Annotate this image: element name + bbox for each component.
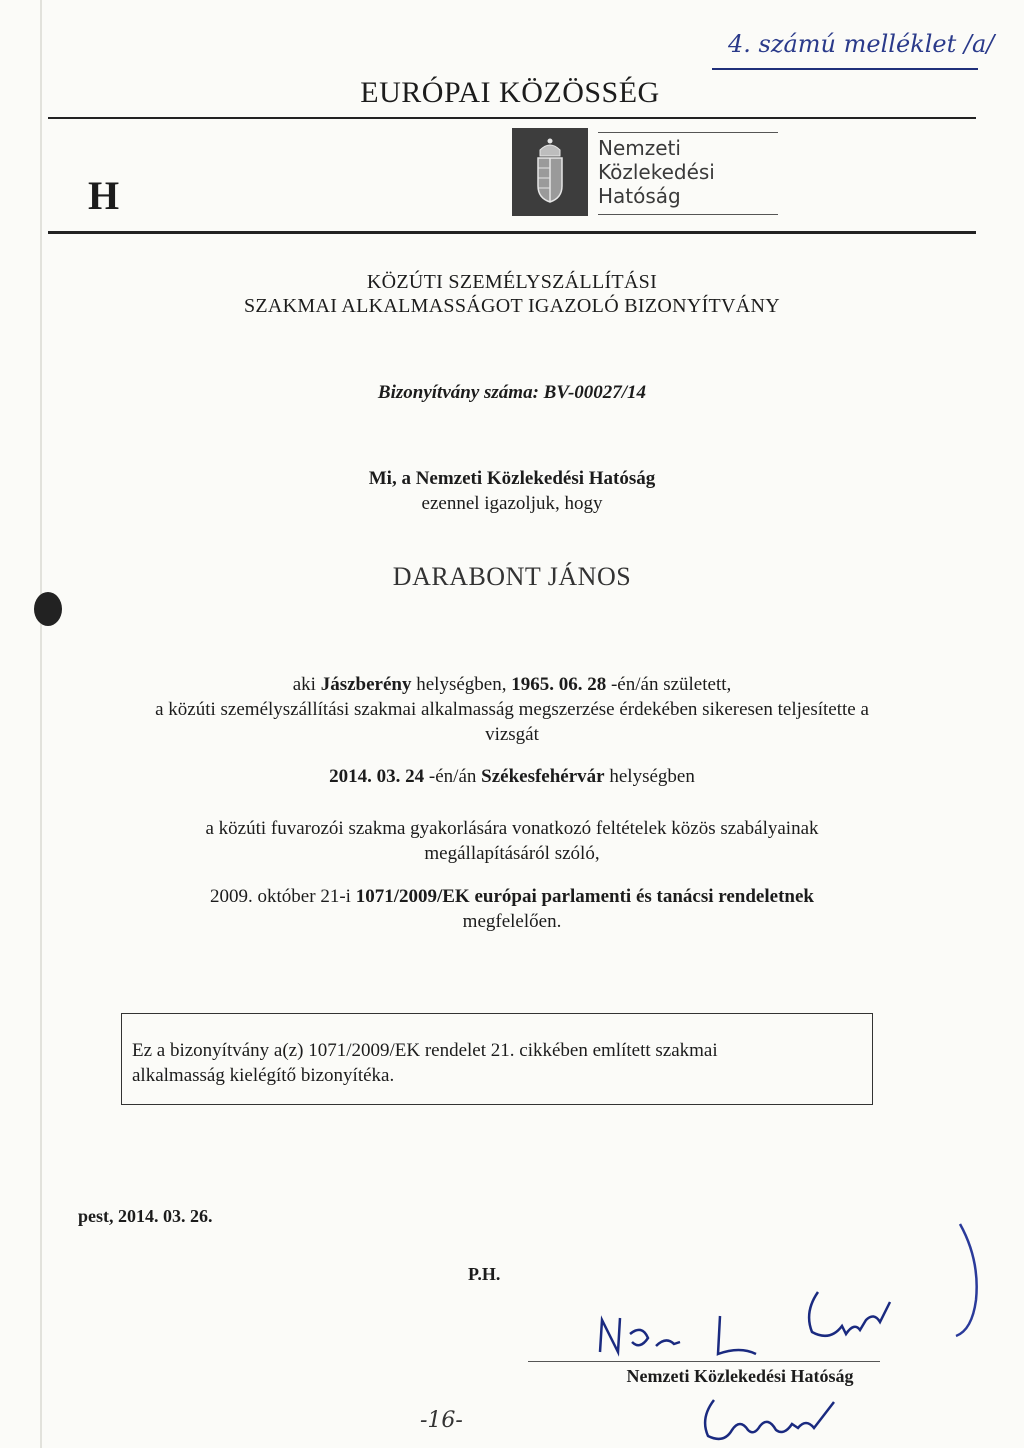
holder-name: DARABONT JÁNOS: [392, 562, 632, 591]
exam-place: Székesfehérvár: [481, 766, 605, 787]
document-title-line-1: KÖZÚTI SZEMÉLYSZÁLLÍTÁSI: [366, 271, 658, 293]
exam-mid: -én/án: [428, 766, 477, 787]
regulation-ref: 1071/2009/EK európai parlamenti és tanácsi rendeletnek: [355, 886, 814, 907]
statement-line-2: a közúti személyszállítási szakmai alkalmasság megszerzése érdekében sikeresen teljesítette a: [155, 699, 869, 720]
page-edge-shadow: [40, 0, 42, 1448]
regulation-reference: [140, 884, 884, 934]
agency-rule-top: [598, 132, 778, 133]
initials-signature-icon: [694, 1390, 854, 1446]
issuer-line-1: [200, 466, 824, 491]
regulation-line-3: [140, 884, 884, 909]
regulation-line-1: a közúti fuvarozói szakma gyakorlására vonatkozó feltételek közös szabályainak: [205, 818, 819, 839]
coat-of-arms-icon: [512, 128, 588, 216]
agency-wordmark: [598, 136, 715, 208]
notice-box: [121, 1013, 873, 1105]
agency-line-1: Nemzeti: [598, 136, 681, 160]
issuer-prefix: Mi, a: [368, 468, 411, 489]
agency-line-3: Hatóság: [598, 184, 681, 208]
statement-line-3: vizsgát: [485, 724, 539, 745]
agency-line-2: Közlekedési: [598, 160, 715, 184]
exam-line: [200, 766, 824, 788]
birth-line: [100, 672, 924, 697]
margin-bracket-icon: [948, 1220, 988, 1340]
header-title: EURÓPAI KÖZÖSSÉG: [360, 76, 660, 109]
agency-rule-bottom: [598, 214, 778, 215]
exam-suffix: helységben: [609, 766, 695, 787]
signature-icon: [590, 1272, 910, 1372]
regulation-text: [140, 816, 884, 866]
certificate-number: [200, 382, 824, 404]
birth-date: 1965. 06. 28: [511, 674, 607, 695]
regulation-line-2: megállapításáról szóló,: [424, 843, 600, 864]
exam-date: 2014. 03. 24: [329, 766, 425, 787]
birth-mid: helységben,: [416, 674, 507, 695]
coat-of-arms-logo: [512, 128, 588, 216]
birth-suffix: -én/án született,: [610, 674, 732, 695]
notice-line-1: Ez a bizonyítvány a(z) 1071/2009/EK rendelet 21. cikkében említett szakmai: [132, 1040, 718, 1061]
header-rule-bottom: [48, 231, 976, 234]
issuer-line-2: ezennel igazoljuk, hogy: [421, 493, 603, 514]
birth-prefix: aki: [292, 674, 316, 695]
country-code: H: [88, 173, 120, 218]
birth-place: Jászberény: [320, 674, 412, 695]
issuer-statement: [200, 466, 824, 516]
document-title: [100, 270, 924, 318]
annex-underline: [712, 68, 978, 70]
certificate-number-value: BV-00027/14: [543, 382, 647, 403]
certificate-number-label: Bizonyítvány száma:: [377, 382, 539, 403]
regulation-date: 2009. október 21-i: [210, 886, 351, 907]
place-and-date: pest, 2014. 03. 26.: [78, 1206, 213, 1226]
punch-hole: [34, 592, 62, 626]
document-title-line-2: SZAKMAI ALKALMASSÁGOT IGAZOLÓ BIZONYÍTVÁNY: [243, 295, 781, 317]
signature-line: [528, 1361, 880, 1362]
signatory: Nemzeti Közlekedési Hatóság: [626, 1366, 854, 1386]
regulation-line-4: megfelelően.: [462, 911, 562, 932]
notice-line-2: alkalmasság kielégítő bizonyítéka.: [132, 1065, 395, 1086]
annex-note: 4. számú melléklet /a/: [728, 30, 995, 58]
issuer-name: Nemzeti Közlekedési Hatóság: [415, 468, 656, 489]
stamp-placeholder: P.H.: [468, 1264, 501, 1284]
header-rule-top: [48, 117, 976, 119]
birth-and-exam-statement: [100, 672, 924, 747]
page-number: -16-: [420, 1408, 463, 1433]
